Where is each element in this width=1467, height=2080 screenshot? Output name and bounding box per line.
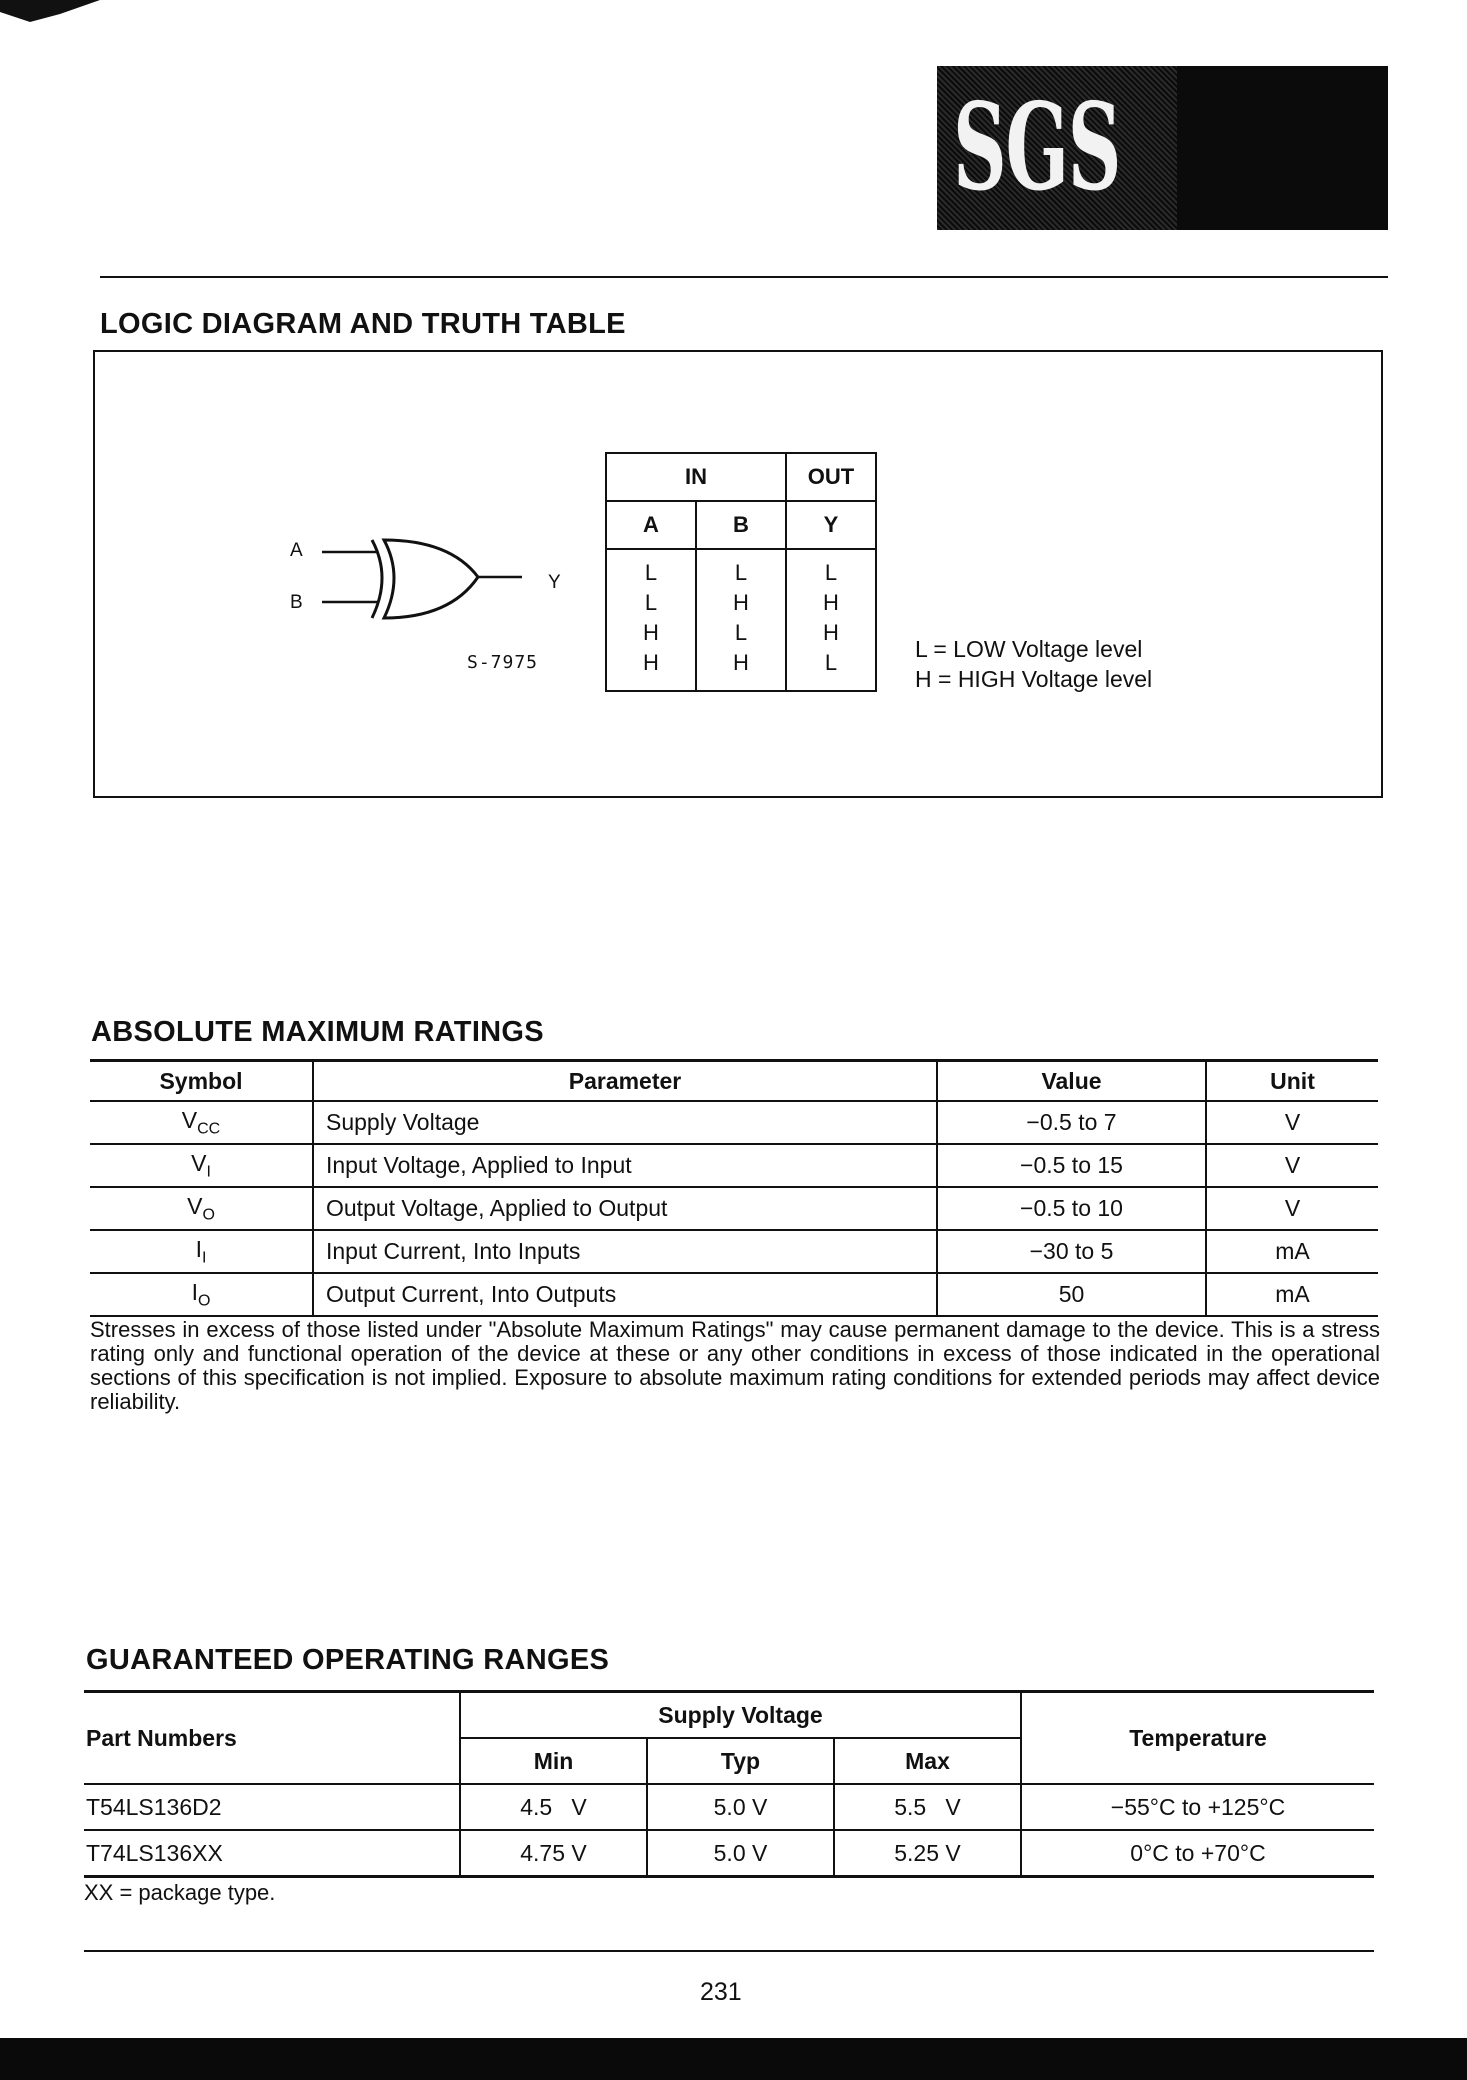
header-rule [100,276,1388,278]
abs-max-row [90,1230,1378,1273]
unit-cell: mA [1206,1230,1378,1273]
truth-values-b: L H L H [696,549,786,691]
col-min: Min [460,1738,647,1784]
symbol-subscript: O [202,1206,215,1224]
max-cell: 5.25 V [834,1830,1021,1877]
abs-max-row [90,1273,1378,1316]
abs-max-rows [90,1101,1378,1316]
typ-cell: 5.0 V [647,1784,834,1830]
part-number-cell: T54LS136D2 [84,1784,460,1830]
operating-title: GUARANTEED OPERATING RANGES [86,1644,610,1676]
abs-max-table [90,1059,1378,1317]
package-footnote: XX = package type. [84,1880,276,1905]
logic-section-title: LOGIC DIAGRAM AND TRUTH TABLE [100,308,626,340]
abs-max-title: ABSOLUTE MAXIMUM RATINGS [91,1016,544,1048]
footer-rule [84,1950,1374,1952]
operating-table [84,1690,1374,1878]
abs-max-row [90,1187,1378,1230]
value-cell: −0.5 to 10 [937,1187,1206,1230]
figure-ref-code: S-7975 [467,652,539,673]
input-b-label: B [290,592,303,613]
symbol-subscript: CC [197,1120,221,1138]
legend-low: L = LOW Voltage level [915,636,1143,662]
truth-values-a: L L H H [606,549,696,691]
symbol-main: V [191,1149,207,1176]
sgs-logo [937,66,1388,230]
col-typ: Typ [647,1738,834,1784]
col-parameter: Parameter [313,1061,937,1102]
min-cell: 4.5 V [460,1784,647,1830]
unit-cell: V [1206,1101,1378,1144]
operating-rows [84,1784,1374,1877]
legend-high: H = HIGH Voltage level [915,666,1153,692]
operating-row [84,1784,1374,1830]
symbol-cell [90,1273,313,1316]
symbol-main: V [187,1192,203,1219]
col-unit: Unit [1206,1061,1378,1102]
parameter-cell: Input Current, Into Inputs [313,1230,937,1273]
temperature-cell: 0°C to +70°C [1021,1830,1374,1877]
symbol-cell [90,1187,313,1230]
value-cell: −30 to 5 [937,1230,1206,1273]
parameter-cell: Supply Voltage [313,1101,937,1144]
truth-header-out: OUT [786,453,876,501]
symbol-main: I [195,1235,202,1262]
symbol-cell [90,1144,313,1187]
truth-table [605,452,877,692]
symbol-subscript: I [206,1163,211,1181]
unit-cell: mA [1206,1273,1378,1316]
xnor-gate-symbol [300,530,550,630]
abs-max-row [90,1144,1378,1187]
truth-col-y: Y [786,501,876,549]
operating-row [84,1830,1374,1877]
symbol-subscript: I [201,1249,207,1267]
parameter-cell: Output Voltage, Applied to Output [313,1187,937,1230]
col-symbol: Symbol [90,1061,313,1102]
col-max: Max [834,1738,1021,1784]
part-number-cell: T74LS136XX [84,1830,460,1877]
min-cell: 4.75 V [460,1830,647,1877]
symbol-main: I [191,1278,198,1305]
typ-cell: 5.0 V [647,1830,834,1877]
temperature-cell: −55°C to +125°C [1021,1784,1374,1830]
value-cell: −0.5 to 7 [937,1101,1206,1144]
unit-cell: V [1206,1144,1378,1187]
truth-values-y: L H H L [786,549,876,691]
truth-legend [915,634,1152,694]
unit-cell: V [1206,1187,1378,1230]
parameter-cell: Output Current, Into Outputs [313,1273,937,1316]
scan-artifact [0,0,110,28]
scan-bottom-band [0,2038,1467,2080]
truth-header-in: IN [606,453,786,501]
col-temperature: Temperature [1021,1692,1374,1785]
parameter-cell: Input Voltage, Applied to Input [313,1144,937,1187]
logo-text: SGS [953,77,1121,218]
page-number: 231 [700,1978,742,2006]
input-a-label: A [290,540,303,561]
truth-col-b: B [696,501,786,549]
symbol-cell [90,1101,313,1144]
abs-max-note: Stresses in excess of those listed under "Absolute Maximum Ratings" may cause permanent damage to the device. This is a stress rating only and functional operation of the device at these or any other conditions in excess of those indicated in the operational sections of this specification is not implied. Exposure to absolute maximum rating conditions for extended periods may affect device reliability. [90,1317,1380,1414]
col-value: Value [937,1061,1206,1102]
symbol-subscript: O [197,1292,211,1310]
symbol-main: V [181,1106,198,1133]
value-cell: 50 [937,1273,1206,1316]
symbol-cell [90,1230,313,1273]
col-supply-voltage: Supply Voltage [460,1692,1021,1739]
max-cell: 5.5 V [834,1784,1021,1830]
output-y-label: Y [548,572,561,593]
truth-col-a: A [606,501,696,549]
col-part-numbers: Part Numbers [84,1692,460,1785]
value-cell: −0.5 to 15 [937,1144,1206,1187]
abs-max-row [90,1101,1378,1144]
